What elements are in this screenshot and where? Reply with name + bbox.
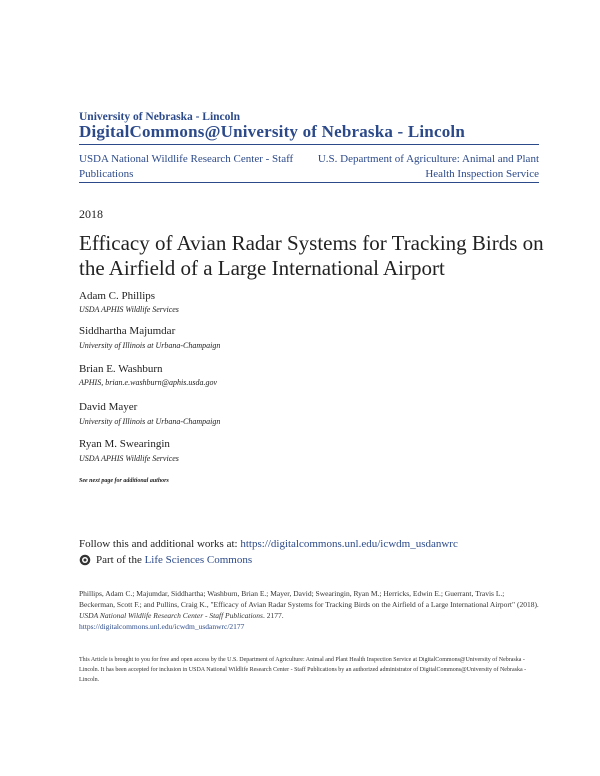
series-link-left[interactable]: USDA National Wildlife Research Center - Staff Publications	[79, 153, 294, 180]
part-of-line	[79, 554, 252, 566]
citation-series: USDA National Wildlife Research Center - Staff Publications	[79, 611, 263, 620]
author-affiliation: University of Illinois at Urbana-Champaign	[79, 417, 221, 426]
recommended-citation	[79, 588, 539, 632]
collection-link[interactable]: https://digitalcommons.unl.edu/icwdm_usdanwrc	[240, 538, 458, 550]
repository-name[interactable]: DigitalCommons@University of Nebraska - Lincoln	[79, 122, 465, 141]
article-title: Efficacy of Avian Radar Systems for Tracking Birds on the Airfield of a Large International Airport	[79, 231, 544, 280]
access-statement: This Article is brought to you for free and open access by the U.S. Department of Agriculture: Animal and Plant Health Inspection Service at DigitalCommons@University of Nebraska - Lincoln. It has been accepted for inclusion in USDA National Wildlife Research Center - Staff Publications by an authorized administrator of DigitalCommons@University of Nebraska - Lincoln.	[79, 657, 527, 683]
author-affiliation: APHIS, brian.e.washburn@aphis.usda.gov	[79, 378, 218, 387]
citation-text: Phillips, Adam C.; Majumdar, Siddhartha; Washburn, Brian E.; Mayer, David; Swearingin, Ryan M.; Herricks, Edwin E.; Guerrant, Travis L.; Beckerman, Scott F.; and Pullins, Craig K., "Efficacy of Avian Radar Systems for Tracking Birds on the Airfield of a Large International Airport" (2018).	[79, 589, 539, 609]
author-affiliation: USDA APHIS Wildlife Services	[79, 454, 179, 463]
author-name: Adam C. Phillips	[79, 290, 156, 302]
citation-number: . 2177.	[262, 611, 284, 620]
publication-year: 2018	[79, 207, 103, 221]
life-sciences-commons-link[interactable]: Life Sciences Commons	[144, 554, 253, 566]
citation-doi-link[interactable]: https://digitalcommons.unl.edu/icwdm_usdanwrc/2177	[79, 622, 245, 631]
institution-name[interactable]: University of Nebraska - Lincoln	[79, 111, 240, 123]
header-divider-bottom	[79, 182, 539, 183]
header-divider-top	[79, 144, 539, 145]
part-of-text: Part of the	[96, 554, 145, 566]
author-affiliation: University of Illinois at Urbana-Champaign	[79, 341, 221, 350]
follow-text: Follow this and additional works at:	[79, 538, 241, 550]
author-name: Ryan M. Swearingin	[79, 438, 170, 450]
author-name: David Mayer	[79, 401, 138, 413]
commons-network-icon	[79, 554, 91, 566]
author-name: Siddhartha Majumdar	[79, 325, 176, 337]
author-affiliation: USDA APHIS Wildlife Services	[79, 305, 179, 314]
see-next-page-note: See next page for additional authors	[79, 478, 169, 484]
follow-line	[79, 538, 458, 550]
series-link-right[interactable]: U.S. Department of Agriculture: Animal and Plant Health Inspection Service	[317, 153, 539, 180]
author-name: Brian E. Washburn	[79, 363, 163, 375]
